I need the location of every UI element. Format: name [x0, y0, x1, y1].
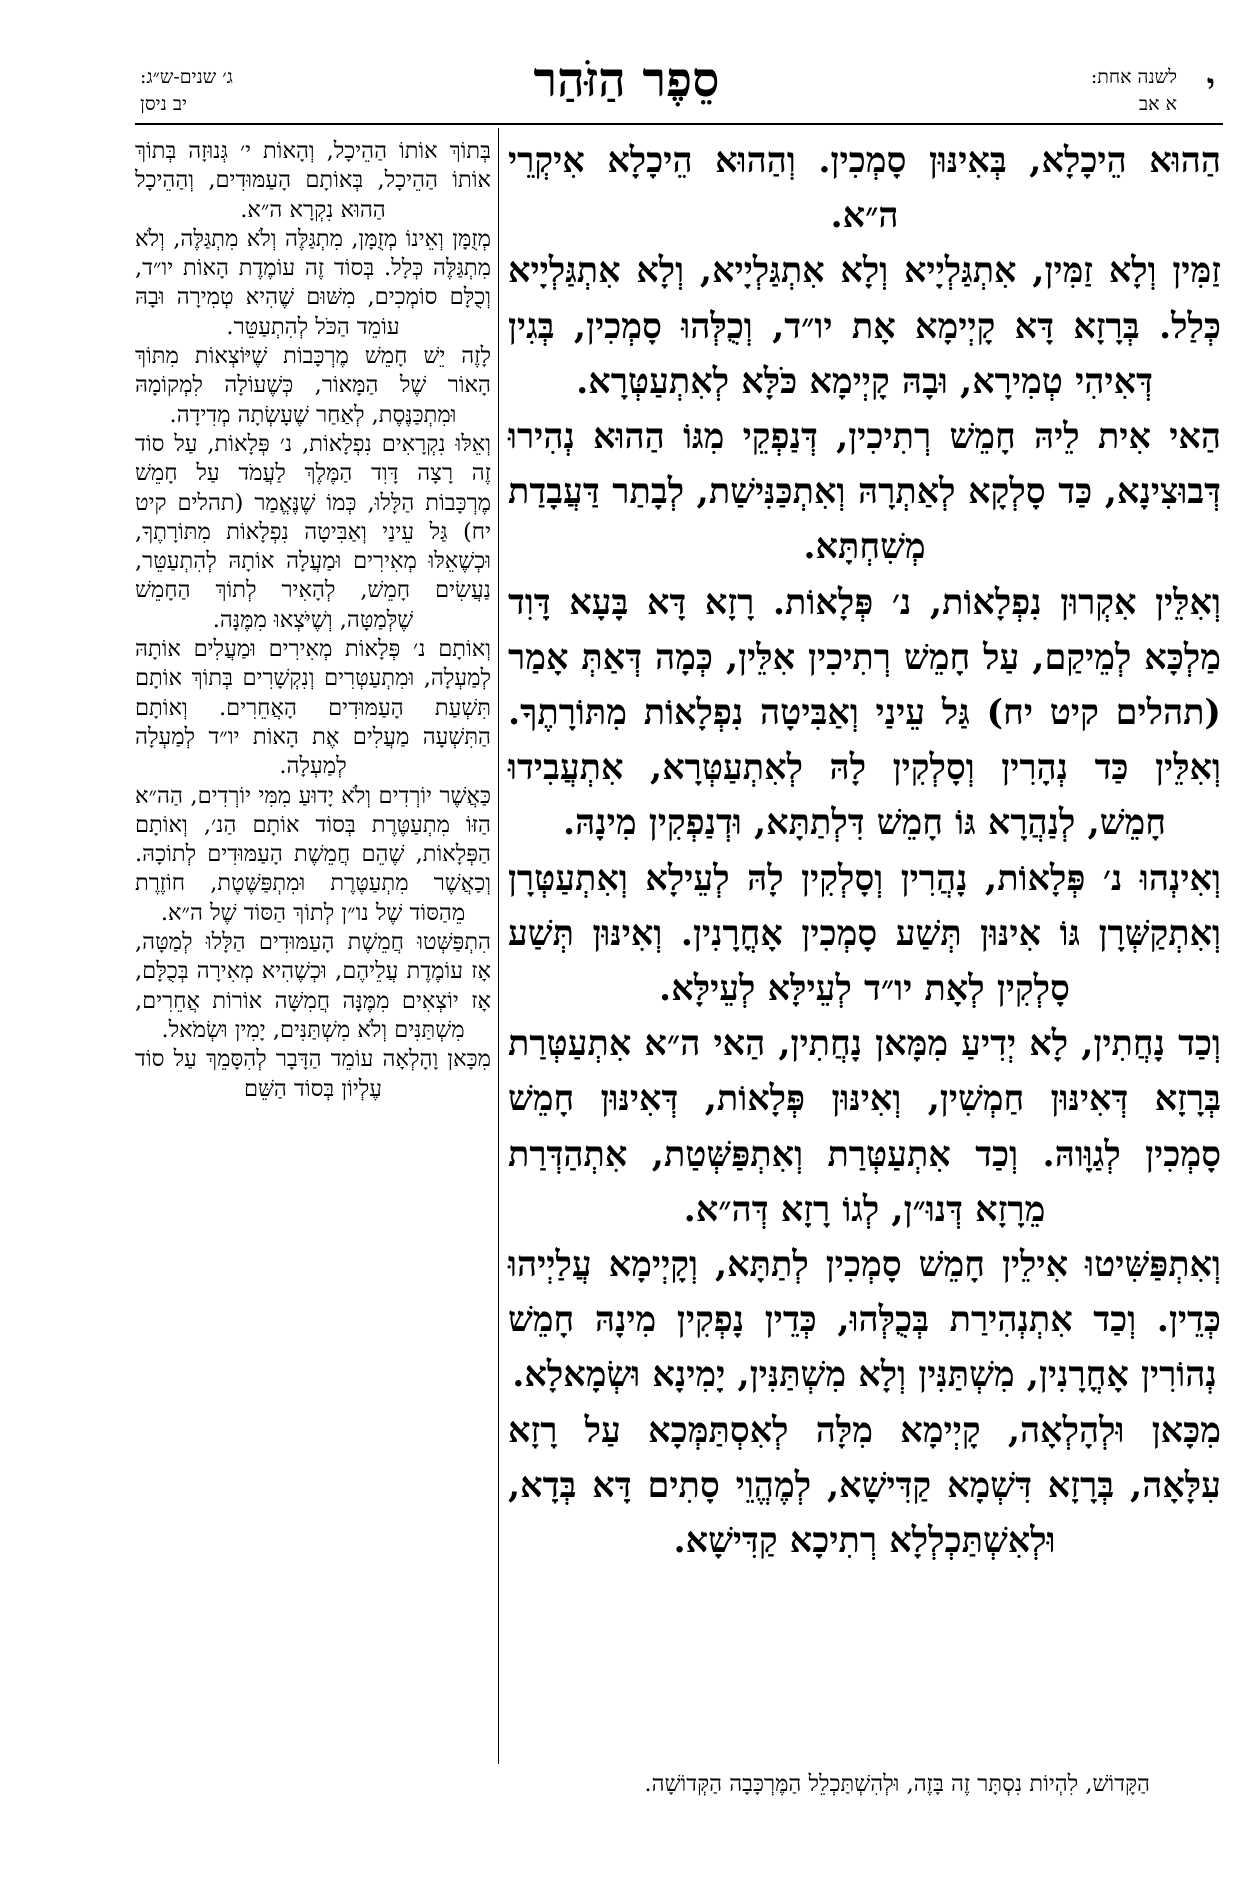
header-cycle-date: יב ניסן	[140, 93, 187, 115]
header-rule	[135, 123, 1223, 125]
aramaic-paragraph: וְאִתְפַּשִּׁיטוּ אִילֵין חָמֵשׁ סָמְכִין לְתַתָּא, וְקָיְימָא עֲלַיְיהוּ כְּדֵין. וְכַד אִתְנְהִירַת בְּכֻלְּהוּ, כְּדֵין נָפְקִין מִינָהּ חָמֵשׁ נְהוֹרִין אָחֳרָנִין, מִשְׁתַּנִּין וְלָא מִשְׁתַּנִּין, יָמִינָא וּשְׂמָאלָא.	[508, 1244, 1221, 1396]
translation-paragraph: כַּאֲשֶׁר יוֹרְדִים וְלֹא יָדוּעַ מִמִּי יוֹרְדִים, הַה״א הַזּוֹ מִתְעַטֶּרֶת בְּסוֹד אוֹתָם הַנ׳, וְאוֹתָם הַפְּלָאוֹת, שֶׁהֵם חֲמֵשֶׁת הָעַמּוּדִים לְתוֹכָהּ. וְכַאֲשֶׁר מִתְעַטֶּרֶת וּמִתְפַּשֶּׁטֶת, חוֹזֶרֶת מֵהַסּוֹד שֶׁל נו״ן לְתוֹךְ הַסּוֹד שֶׁל ה״א.	[135, 782, 491, 926]
aramaic-column	[508, 133, 1221, 1568]
aramaic-paragraph: הַאי אִית לֵיהּ חָמֵשׁ רְתִיכִין, דְּנַפְקֵי מִגּוֹ הַהוּא נְהִירוּ דְּבוּצִינָא, כַּד סָלְקָא לְאַתְרָהּ וְאִתְכַּנִּישַׁת, לְבָתַר דַּעֲבָדַת מְשִׁחְתָּא.	[508, 416, 1221, 568]
aramaic-paragraph: הַהוּא הֵיכָלָא, בְּאִינּוּן סָמְכִין. וְהַהוּא הֵיכָלָא אִיקְרֵי ה״א.	[508, 140, 1221, 237]
translation-paragraph: מְזֻמָּן וְאֵינוֹ מְזֻמָּן, מִתְגַּלֶּה וְלֹא מִתְגַּלֶּה, וְלֹא מִתְגַּלֶּה כְּלָל. בְּסוֹד זֶה עוֹמֶדֶת הָאוֹת יו״ד, וְכֻלָּם סוֹמְכִים, מִשּׁוּם שֶׁהִיא טְמִירָה וּבָהּ עוֹמֵד הַכֹּל לְהִתְעַטֵּר.	[135, 225, 491, 340]
aramaic-paragraph: וְאִינְהוּ נ׳ פְּלָאוֹת, נָהֲרִין וְסָלְקִין לָהּ לְעֵילָא וְאִתְעַטְּרָן וְאִתְקַשְּׁרָן גּוֹ אִינּוּן תְּשַׁע סָמְכִין אָחֳרָנִין. וְאִינּוּן תְּשַׁע סָלְקִין לְאָת יו״ד לְעֵילָּא לְעֵילָּא.	[508, 857, 1221, 1010]
translation-paragraph: וְאוֹתָם נ׳ פְּלָאוֹת מְאִירִים וּמַעֲלִים אוֹתָהּ לְמַעְלָה, וּמִתְעַטְּרִים וְנִקְשָׁרִים בְּתוֹךְ אוֹתָם תִּשְׁעַת הָעַמּוּדִים הָאֲחֵרִים. וְאוֹתָם הַתִּשְׁעָה מַעֲלִים אֶת הָאוֹת יו״ד לְמַעְלָה לְמַעְלָה.	[135, 636, 491, 780]
translation-paragraph: הִתְפַּשְּׁטוּ חֲמֵשֶׁת הָעַמּוּדִים הַלָּלוּ לְמַטָּה, אָז עוֹמֶדֶת עֲלֵיהֶם, וּכְשֶׁהִיא מְאִירָה בְּכֻלָּם, אָז יוֹצְאִים מִמֶּנָּה חֲמִשָּׁה אוֹרוֹת אֲחֵרִים, מִשְׁתַּנִּים וְלֹא מִשְׁתַּנִּים, יָמִין וּשְׂמֹאל.	[135, 929, 491, 1043]
aramaic-paragraph: וְאִלֵּין אִקְרוּן נִפְלָאוֹת, נ׳ פְּלָאוֹת. רָזָא דָּא בָּעָא דָּוִד מַלְכָּא לְמֵיקַם, עַל חָמֵשׁ רְתִיכִין אִלֵּין, כְּמָה דְּאַתְּ אָמַר (תהלים קיט יח) גַּל עֵינַי וְאַבִּיטָה נִפְלָאוֹת מִתּוֹרָתֶךָ. וְאִלֵּין כַּד נְהָרִין וְסָלְקִין לָהּ לְאִתְעַטְּרָא, אִתְעֲבִידוּ חָמֵשׁ, לְנַהֲרָא גּוֹ חָמֵשׁ דִּלְתַתָּא, וּדְנַפְקִין מִינָהּ.	[508, 581, 1221, 844]
header-study-date: א אב	[1139, 93, 1177, 115]
aramaic-paragraph: זַמִּין וְלָא זַמִּין, אִתְגַּלְיָיא וְלָא אִתְגַּלְיָיא, וְלָא אִתְגַּלְיָיא כְּלַל. בְּרָזָא דָּא קָיְימָא אָת יו״ד, וְכֻלְּהוּ סָמְכִין, בְּגִין דְּאִיהִי טְמִירָא, וּבָהּ קָיְימָא כֹּלָּא לְאִתְעַטְּרָא.	[508, 250, 1221, 402]
translation-paragraph: וְאֵלּוּ נִקְרָאִים נִפְלָאוֹת, נ׳ פְּלָאוֹת, עַל סוֹד זֶה רָצָה דָּוִד הַמֶּלֶךְ לַעֲמֹד עַל חָמֵשׁ מֶרְכָּבוֹת הַלָּלוּ, כְּמוֹ שֶׁנֶּאֱמַר (תהלים קיט יח) גַּל עֵינַי וְאַבִּיטָה נִפְלָאוֹת מִתּוֹרָתֶךָ, וּכְשֶׁאֵלּוּ מְאִירִים וּמַעֲלָה אוֹתָהּ לְהִתְעַטֵּר, נַעֲשִׂים חָמֵשׁ, לְהָאִיר לְתוֹךְ הַחָמֵשׁ שֶׁלְּמַטָּה, וְשֶׁיֹּצְאוּ מִמֶּנָּה.	[135, 430, 491, 633]
translation-paragraph: מִכָּאן וָהָלְאָה עוֹמֵד הַדָּבָר לְהִסָּמֵךְ עַל סוֹד עֶלְיוֹן בְּסוֹד הַשֵּׁם	[135, 1046, 491, 1102]
header-study-year-label: לשנה אחת:	[1090, 66, 1177, 88]
translation-continuation-line: הַקָּדוֹשׁ, לִהְיוֹת נִסְתָּר זֶה בָּזֶה, וּלְהִשְׁתַּכְלֵל הַמֶּרְכָּבָה הַקְּדוֹשָׁה.	[644, 1771, 1150, 1797]
aramaic-paragraph: מִכָּאן וּלְהָלְאָה, קָיְימָא מִלָּה לְאִסְתַּמְּכָא עַל רָזָא עִלָּאָה, בְּרָזָא דִּשְׁמָא קַדִּישָׁא, לְמֶהֱוֵי סָתִים דָּא בְּדָא, וּלְאִשְׁתַּכְלְלָא רְתִיכָא קַדִּישָׁא.	[508, 1409, 1221, 1562]
page-number: י	[1206, 66, 1215, 104]
translation-paragraph: בְּתוֹךְ אוֹתוֹ הַהֵיכָל, וְהָאוֹת י׳ גְּנוּזָה בְּתוֹךְ אוֹתוֹ הַהֵיכָל, בְּאוֹתָם הָעַמּוּדִים, וְהַהֵיכָל הַהוּא נִקְרָא ה״א.	[135, 138, 491, 223]
column-divider	[498, 128, 499, 1764]
header-cycle-label: ג׳ שנים-ש״ג:	[140, 66, 233, 88]
aramaic-paragraph: וְכַד נָחֲתִין, לָא יְדִיעַ מִמָּאן נָחֲתִין, הַאי ה״א אִתְעַטְּרַת בְּרָזָא דְּאִינּוּן חַמְשִׁין, וְאִינּוּן פְּלָאוֹת, דְּאִינּוּן חָמֵשׁ סָמְכִין לְגַוָּוהּ. וְכַד אִתְעַטְּרַת וְאִתְפַּשְּׁטַת, אִתְהַדְּרַת מֵרָזָא דְּנוּ״ן, לְגוֹ רָזָא דְּה״א.	[508, 1023, 1221, 1230]
book-title: סֵפֶר הַזֹּהַר	[533, 52, 720, 108]
hebrew-translation-column	[135, 137, 491, 1104]
translation-paragraph: לָזֶה יֵשׁ חָמֵשׁ מֶרְכָּבוֹת שֶׁיּוֹצְאוֹת מִתּוֹךְ הָאוֹר שֶׁל הַמָּאוֹר, כְּשֶׁעוֹלָה לִמְקוֹמָהּ וּמִתְכַּנֶּסֶת, לְאַחַר שֶׁעָשְׂתָה מְדִידָה.	[135, 343, 491, 428]
